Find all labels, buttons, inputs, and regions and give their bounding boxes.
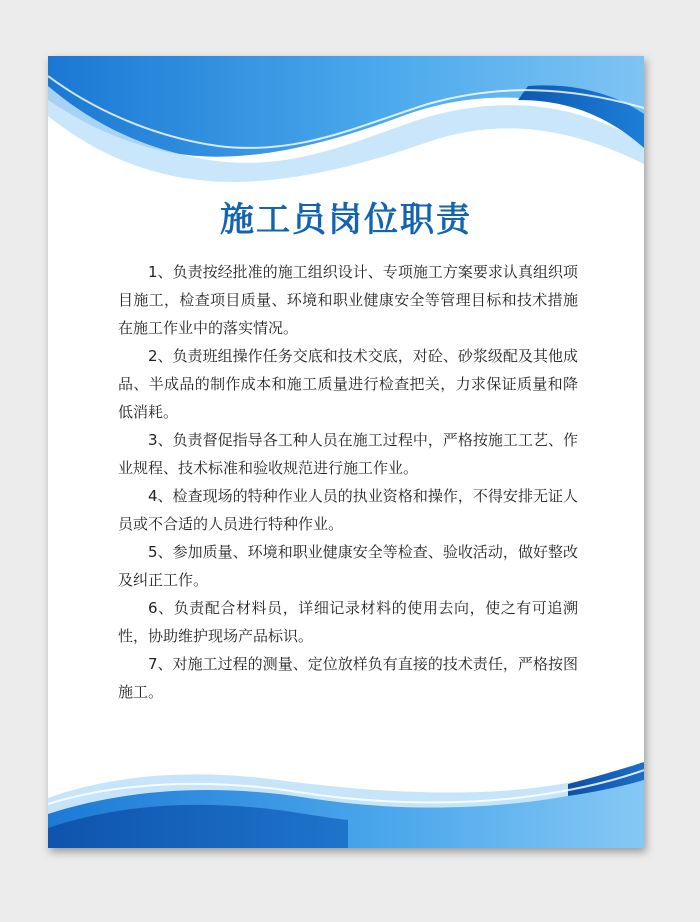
duty-item: 7、对施工过程的测量、定位放样负有直接的技术责任，严格按图施工。 (118, 655, 578, 701)
duty-item: 6、负责配合材料员，详细记录材料的使用去向，使之有可追溯性，协助维护现场产品标识。 (118, 599, 578, 645)
page-title: 施工员岗位职责 (220, 200, 472, 240)
duty-item: 2、负责班组操作任务交底和技术交底，对砼、砂浆级配及其他成品、半成品的制作成本和施工质量进行检查把关，力求保证质量和降低消耗。 (118, 347, 578, 421)
bottom-wave-decoration (48, 758, 644, 848)
notice-board (48, 56, 644, 848)
duties-list (118, 258, 578, 706)
duty-item: 4、检查现场的特种作业人员的执业资格和操作，不得安排无证人员或不合适的人员进行特种作业。 (118, 487, 578, 533)
duty-item: 3、负责督促指导各工种人员在施工过程中，严格按施工工艺、作业规程、技术标准和验收规范进行施工作业。 (118, 431, 578, 477)
top-wave-decoration (48, 56, 644, 186)
duty-item: 5、参加质量、环境和职业健康安全等检查、验收活动，做好整改及纠正工作。 (118, 543, 578, 589)
duty-item: 1、负责按经批准的施工组织设计、专项施工方案要求认真组织项目施工，检查项目质量、环境和职业健康安全等管理目标和技术措施在施工作业中的落实情况。 (118, 263, 578, 337)
